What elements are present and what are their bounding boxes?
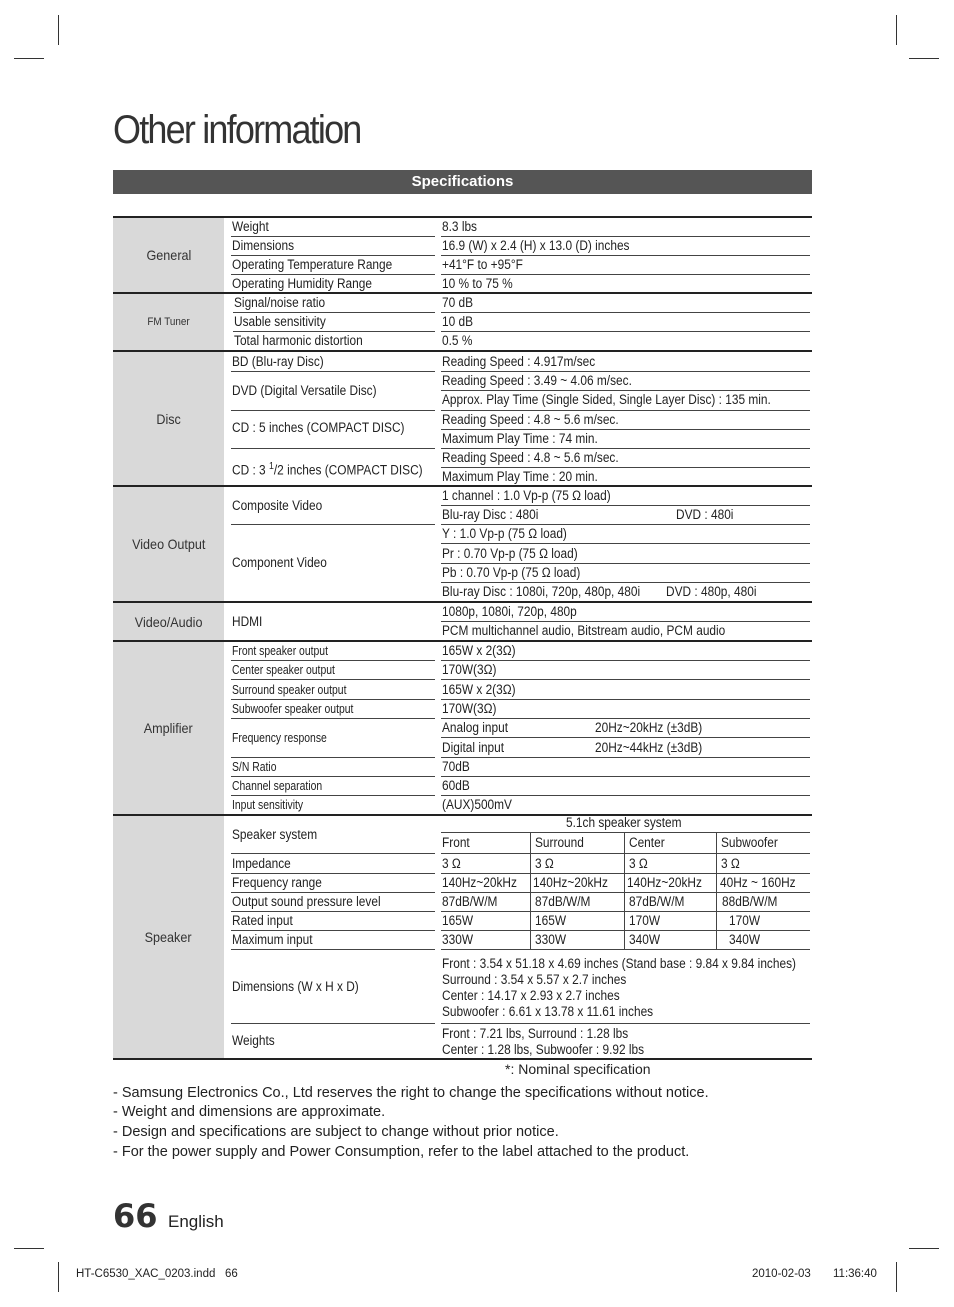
spec-value: Maximum Play Time : 74 min. xyxy=(442,431,598,446)
spec-value: Analog input xyxy=(442,720,509,735)
spec-value: 165W xyxy=(535,913,567,928)
category-video-output: Video Output xyxy=(113,487,224,601)
spec-value: 70 dB xyxy=(442,295,474,310)
video-output-section xyxy=(113,487,812,601)
speaker-column-header: Front xyxy=(442,835,470,850)
amplifier-section xyxy=(113,642,812,814)
spec-label: Component Video xyxy=(232,555,327,570)
row-divider xyxy=(231,1023,435,1024)
spec-label: Rated input xyxy=(232,913,293,928)
category-speaker: Speaker xyxy=(113,816,224,1058)
speaker-column-header: Center xyxy=(629,835,665,850)
spec-label: Operating Temperature Range xyxy=(232,257,393,272)
spec-label: Signal/noise ratio xyxy=(234,295,326,310)
spec-value: 60dB xyxy=(442,778,470,793)
spec-value: 1080p, 1080i, 720p, 480p xyxy=(442,604,577,619)
spec-value: (AUX)500mV xyxy=(442,797,512,812)
dimension-line: Surround : 3.54 x 5.57 x 2.7 inches xyxy=(442,972,627,987)
spec-value: +41°F to +95°F xyxy=(442,257,523,272)
spec-label: Front speaker output xyxy=(232,643,328,658)
category-fm-tuner: FM Tuner xyxy=(113,294,224,350)
category-general: General xyxy=(113,218,224,292)
language-label: English xyxy=(168,1212,224,1231)
spec-value: 1 channel : 1.0 Vp-p (75 Ω load) xyxy=(442,488,611,503)
spec-value: PCM multichannel audio, Bitstream audio, PCM audio xyxy=(442,623,726,638)
table-bottom-rule xyxy=(113,1058,812,1060)
spec-label: Composite Video xyxy=(232,498,323,513)
spec-value: Blu-ray Disc : 480i xyxy=(442,507,539,522)
spec-value: DVD : 480i xyxy=(676,507,734,522)
spec-value: 3 Ω xyxy=(721,856,740,871)
disclaimer-line: - Weight and dimensions are approximate. xyxy=(113,1104,386,1120)
dimension-line: Subwoofer : 6.61 x 13.78 x 11.61 inches xyxy=(442,1004,654,1019)
spec-value: 165W x 2(3Ω) xyxy=(442,682,516,697)
spec-value: 40Hz ~ 160Hz xyxy=(720,875,796,890)
spec-value: 170W(3Ω) xyxy=(442,662,497,677)
spec-value: 87dB/W/M xyxy=(442,894,498,909)
row-divider xyxy=(231,679,435,680)
spec-label: DVD (Digital Versatile Disc) xyxy=(232,383,377,398)
spec-value: 3 Ω xyxy=(629,856,648,871)
spec-value: 3 Ω xyxy=(442,856,461,871)
section-header: Specifications xyxy=(113,170,812,194)
disc-section xyxy=(113,352,812,485)
spec-label: Maximum input xyxy=(232,932,313,947)
speaker-dimensions-value xyxy=(442,956,796,1020)
spec-value: 20Hz~44kHz (±3dB) xyxy=(595,740,703,755)
column-divider xyxy=(530,833,531,949)
spec-value: Reading Speed : 4.8 ~ 5.6 m/sec. xyxy=(442,450,619,465)
spec-label: BD (Blu-ray Disc) xyxy=(232,354,324,369)
crop-mark xyxy=(14,58,44,59)
spec-value: 340W xyxy=(729,932,761,947)
spec-value: 330W xyxy=(442,932,474,947)
footer-filename: HT-C6530_XAC_0203.indd 66 xyxy=(76,1268,238,1280)
spec-value: DVD : 480p, 480i xyxy=(666,584,757,599)
column-divider xyxy=(624,833,625,949)
spec-value: 170W(3Ω) xyxy=(442,701,497,716)
spec-value: 140Hz~20kHz xyxy=(442,875,517,890)
spec-value: 87dB/W/M xyxy=(629,894,685,909)
spec-value: Reading Speed : 3.49 ~ 4.06 m/sec. xyxy=(442,373,632,388)
spec-label: Input sensitivity xyxy=(232,797,304,812)
weight-line: Front : 7.21 lbs, Surround : 1.28 lbs xyxy=(442,1026,629,1041)
footer-date: 2010-02-03 xyxy=(752,1268,811,1280)
spec-label: Frequency range xyxy=(232,875,322,890)
row-divider xyxy=(441,853,810,854)
category-amplifier: Amplifier xyxy=(113,642,224,814)
spec-label: Dimensions xyxy=(232,238,295,253)
crop-mark xyxy=(58,15,59,45)
cd3-label-b: /2 inches (COMPACT DISC) xyxy=(273,462,423,478)
spec-value: 87dB/W/M xyxy=(535,894,591,909)
row-divider xyxy=(231,524,435,525)
spec-label: Center speaker output xyxy=(232,662,335,677)
spec-value: Blu-ray Disc : 1080i, 720p, 480p, 480i xyxy=(442,584,641,599)
spec-value: Digital input xyxy=(442,740,505,755)
spec-value: Pb : 0.70 Vp-p (75 Ω load) xyxy=(442,565,581,580)
speaker-section xyxy=(113,816,812,1058)
spec-label: Usable sensitivity xyxy=(234,314,326,329)
spec-value: 5.1ch speaker system xyxy=(566,815,682,830)
spec-value: 10 dB xyxy=(442,314,474,329)
spec-value: 165W x 2(3Ω) xyxy=(442,643,516,658)
video-audio-section xyxy=(113,603,812,640)
crop-mark xyxy=(896,15,897,45)
spec-label: Channel separation xyxy=(232,778,323,793)
spec-value: Reading Speed : 4.917m/sec xyxy=(442,354,596,369)
row-divider xyxy=(231,949,435,950)
nominal-note: *: Nominal specification xyxy=(505,1061,651,1077)
dimension-line: Front : 3.54 x 51.18 x 4.69 inches (Stand base : 9.84 x 9.84 inches) xyxy=(442,956,796,971)
weight-line: Center : 1.28 lbs, Subwoofer : 9.92 lbs xyxy=(442,1042,645,1057)
spec-value: 8.3 lbs xyxy=(442,219,478,234)
row-divider xyxy=(231,410,435,411)
speaker-weights-value xyxy=(442,1026,644,1058)
spec-value: 170W xyxy=(629,913,661,928)
row-divider xyxy=(441,776,810,777)
row-divider xyxy=(441,832,810,833)
footer-time: 11:36:40 xyxy=(833,1268,877,1280)
spec-value: Maximum Play Time : 20 min. xyxy=(442,469,598,484)
spec-value: Pr : 0.70 Vp-p (75 Ω load) xyxy=(442,546,578,561)
spec-label: HDMI xyxy=(232,614,263,629)
spec-label: Speaker system xyxy=(232,827,318,842)
crop-mark xyxy=(896,1262,897,1292)
spec-value: 88dB/W/M xyxy=(722,894,778,909)
row-divider xyxy=(231,718,435,719)
row-divider xyxy=(441,949,810,950)
spec-label: Dimensions (W x H x D) xyxy=(232,979,359,994)
spec-value: 70dB xyxy=(442,759,470,774)
row-divider xyxy=(441,757,810,758)
spec-value: 170W xyxy=(729,913,761,928)
spec-label: Operating Humidity Range xyxy=(232,276,373,291)
spec-label: Weight xyxy=(232,219,269,234)
spec-label: S/N Ratio xyxy=(232,759,277,774)
page-title: Other information xyxy=(113,108,361,152)
cd3-label-a: CD : 3 xyxy=(232,462,269,478)
row-divider xyxy=(231,371,435,372)
row-divider xyxy=(441,679,810,680)
category-video-audio: Video/Audio xyxy=(113,603,224,640)
disclaimer-line: - Samsung Electronics Co., Ltd reserves the right to change the specifications without notice. xyxy=(113,1085,709,1101)
row-divider xyxy=(231,448,435,449)
spec-label: Output sound pressure level xyxy=(232,894,381,909)
speaker-column-header: Surround xyxy=(535,835,584,850)
spec-value: 0.5 % xyxy=(442,333,473,348)
spec-value: Reading Speed : 4.8 ~ 5.6 m/sec. xyxy=(442,412,619,427)
row-divider xyxy=(441,543,810,544)
disclaimer-line: - For the power supply and Power Consumption, refer to the label attached to the product. xyxy=(113,1144,690,1160)
dimension-line: Center : 14.17 x 2.93 x 2.7 inches xyxy=(442,988,620,1003)
column-divider xyxy=(716,833,717,949)
spec-label: Impedance xyxy=(232,856,291,871)
spec-value: 140Hz~20kHz xyxy=(533,875,608,890)
page-number: 66 xyxy=(113,1197,158,1235)
spec-value: 20Hz~20kHz (±3dB) xyxy=(595,720,703,735)
spec-label: Subwoofer speaker output xyxy=(232,701,354,716)
spec-label xyxy=(232,458,423,480)
row-divider xyxy=(441,331,810,332)
row-divider xyxy=(441,737,810,738)
category-disc: Disc xyxy=(113,352,224,485)
spec-value: 10 % to 75 % xyxy=(442,276,513,291)
fm-tuner-section xyxy=(113,294,812,350)
spec-label: Frequency response xyxy=(232,730,327,745)
spec-value: Approx. Play Time (Single Sided, Single Layer Disc) : 135 min. xyxy=(442,392,771,407)
cd3-label-sup: 1 xyxy=(268,461,274,472)
disclaimer-line: - Design and specifications are subject to change without prior notice. xyxy=(113,1124,559,1140)
crop-mark xyxy=(909,1248,939,1249)
general-section xyxy=(113,218,812,292)
spec-label: Total harmonic distortion xyxy=(234,333,363,348)
spec-value: 3 Ω xyxy=(535,856,554,871)
spec-value: 165W xyxy=(442,913,474,928)
spec-label: CD : 5 inches (COMPACT DISC) xyxy=(232,420,405,435)
crop-mark xyxy=(14,1248,44,1249)
spec-value: Y : 1.0 Vp-p (75 Ω load) xyxy=(442,526,567,541)
spec-value: 140Hz~20kHz xyxy=(627,875,702,890)
speaker-column-header: Subwoofer xyxy=(721,835,778,850)
spec-label: Surround speaker output xyxy=(232,682,347,697)
row-divider xyxy=(231,853,435,854)
spec-value: 340W xyxy=(629,932,661,947)
crop-mark xyxy=(58,1262,59,1292)
spec-label: Weights xyxy=(232,1033,275,1048)
spec-value: 16.9 (W) x 2.4 (H) x 13.0 (D) inches xyxy=(442,238,630,253)
row-divider xyxy=(441,312,810,313)
row-divider xyxy=(441,1023,810,1024)
crop-mark xyxy=(909,58,939,59)
spec-value: 330W xyxy=(535,932,567,947)
